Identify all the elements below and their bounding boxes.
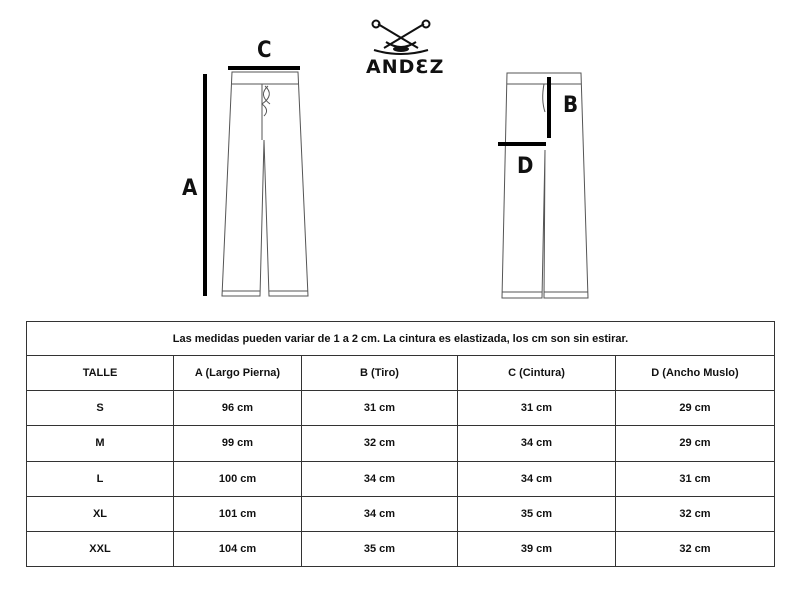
measure-d-label: D — [517, 154, 534, 179]
cell-c: 39 cm — [458, 531, 616, 566]
table-row — [27, 461, 775, 496]
cell-b: 35 cm — [302, 531, 458, 566]
cell-a: 100 cm — [174, 461, 302, 496]
brand-logo — [366, 18, 445, 80]
header-row — [27, 356, 775, 391]
table-row — [27, 391, 775, 426]
cell-size: S — [27, 391, 174, 426]
header-b: B (Tiro) — [302, 356, 458, 391]
cell-b: 34 cm — [302, 461, 458, 496]
cell-a: 96 cm — [174, 391, 302, 426]
cell-c: 31 cm — [458, 391, 616, 426]
cell-a: 99 cm — [174, 426, 302, 461]
header-c: C (Cintura) — [458, 356, 616, 391]
cell-size: XXL — [27, 531, 174, 566]
cell-d: 32 cm — [616, 496, 775, 531]
header-talle: TALLE — [27, 356, 174, 391]
size-chart-table — [26, 321, 775, 567]
cell-c: 34 cm — [458, 461, 616, 496]
cell-b: 34 cm — [302, 496, 458, 531]
cell-d: 31 cm — [616, 461, 775, 496]
cell-size: XL — [27, 496, 174, 531]
cell-d: 29 cm — [616, 426, 775, 461]
cell-a: 101 cm — [174, 496, 302, 531]
cell-b: 32 cm — [302, 426, 458, 461]
cell-a: 104 cm — [174, 531, 302, 566]
cell-b: 31 cm — [302, 391, 458, 426]
cell-c: 34 cm — [458, 426, 616, 461]
measure-c-label: C — [257, 38, 272, 63]
size-note: Las medidas pueden variar de 1 a 2 cm. La cintura es elastizada, los cm son sin estirar. — [27, 322, 775, 356]
safety-pins-icon — [366, 18, 436, 58]
front-view-pants — [222, 72, 308, 296]
measure-b-label: B — [563, 93, 579, 118]
table-row — [27, 496, 775, 531]
cell-size: L — [27, 461, 174, 496]
note-row — [27, 322, 775, 356]
cell-d: 32 cm — [616, 531, 775, 566]
table-row — [27, 531, 775, 566]
header-d: D (Ancho Muslo) — [616, 356, 775, 391]
cell-d: 29 cm — [616, 391, 775, 426]
brand-name: ANDƐZ — [366, 56, 445, 78]
header-a: A (Largo Pierna) — [174, 356, 302, 391]
table-row — [27, 426, 775, 461]
cell-c: 35 cm — [458, 496, 616, 531]
measure-a-label: A — [182, 176, 198, 201]
cell-size: M — [27, 426, 174, 461]
